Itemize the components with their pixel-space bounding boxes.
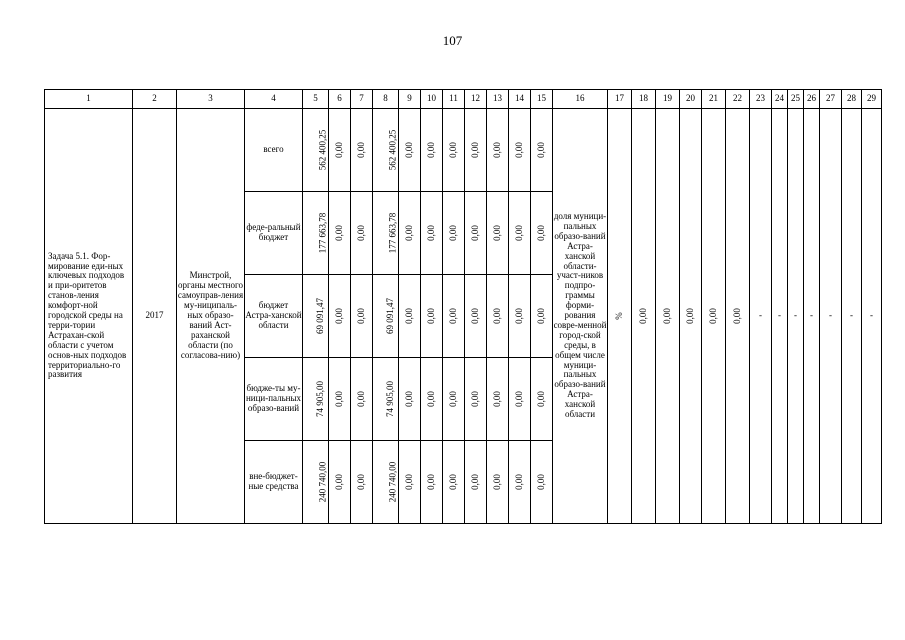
value-cell <box>487 109 509 192</box>
header-cell: 2 <box>133 90 177 109</box>
header-cell: 19 <box>656 90 680 109</box>
header-cell: 17 <box>608 90 632 109</box>
cell-text: 0,00 <box>355 225 366 241</box>
cell-text: - <box>829 310 832 321</box>
cell-text: 0,00 <box>684 308 695 324</box>
source-cell: всего <box>245 109 303 192</box>
value-cell <box>531 109 553 192</box>
task-cell: Задача 5.1. Фор-мирование еди-ных ключевых подходов и при-оритетов станов-ления комфорт-ной городской среды на терри-тории Астрахан-ской области с учетом основ-ных подходов территориально-го развития <box>45 109 133 524</box>
cell-text: 0,00 <box>513 308 524 324</box>
cell-text: 0,00 <box>355 391 366 407</box>
value-cell <box>531 441 553 524</box>
value-cell <box>509 109 531 192</box>
dash-cell <box>862 109 882 524</box>
dash-cell <box>750 109 772 524</box>
indicator-cell: доля муници-пальных образо-ваний Астра-ханской области-участ-ников подпро-граммы форми-рования совре-менной город-ской среды, в общем числе муници-пальных образо-ваний Астра-ханской области <box>553 109 608 524</box>
cell-text: % <box>613 312 624 320</box>
header-cell: 27 <box>820 90 842 109</box>
source-cell: бюджет Астра-ханской области <box>245 275 303 358</box>
dash-cell <box>788 109 804 524</box>
value-cell <box>351 192 373 275</box>
value-cell <box>399 275 421 358</box>
value-cell <box>487 441 509 524</box>
cell-text: 240 740,00 <box>387 461 398 503</box>
value-cell <box>303 441 329 524</box>
value-cell <box>421 109 443 192</box>
cell-text: 0,00 <box>535 391 546 407</box>
value-cell <box>531 192 553 275</box>
cell-text: 0,00 <box>469 225 480 241</box>
cell-text: 0,00 <box>707 308 718 324</box>
cell-text: 74 905,00 <box>315 380 326 417</box>
value-cell <box>329 192 351 275</box>
header-cell: 7 <box>351 90 373 109</box>
cell-text: 0,00 <box>333 225 344 241</box>
value-cell <box>509 358 531 441</box>
value-cell <box>531 275 553 358</box>
header-cell: 13 <box>487 90 509 109</box>
table-row <box>45 109 882 192</box>
header-cell: 3 <box>177 90 245 109</box>
value-cell <box>399 109 421 192</box>
header-cell: 11 <box>443 90 465 109</box>
cell-text: 0,00 <box>535 308 546 324</box>
unit-cell <box>608 109 632 524</box>
executor-cell: Минстрой, органы местного самоуправ-ления му-ниципаль-ных образо-ваний Аст-раханской области (по согласова-нию) <box>177 109 245 524</box>
header-cell: 15 <box>531 90 553 109</box>
value-cell <box>465 192 487 275</box>
cell-text: - <box>794 310 797 321</box>
cell-text: 177 663,78 <box>387 212 398 254</box>
value-cell <box>487 192 509 275</box>
header-cell: 26 <box>804 90 820 109</box>
cell-text: - <box>850 310 853 321</box>
value-cell <box>373 441 399 524</box>
source-cell: феде-ральный бюджет <box>245 192 303 275</box>
value-cell <box>329 358 351 441</box>
value-cell <box>465 358 487 441</box>
value-cell <box>656 109 680 524</box>
header-cell: 8 <box>373 90 399 109</box>
cell-text: 0,00 <box>513 225 524 241</box>
cell-text: 0,00 <box>661 308 672 324</box>
value-cell <box>465 109 487 192</box>
cell-text: 0,00 <box>447 225 458 241</box>
value-cell <box>329 441 351 524</box>
cell-text: 0,00 <box>403 225 414 241</box>
source-cell: бюдже-ты му-ници-пальных образо-ваний <box>245 358 303 441</box>
cell-text: 0,00 <box>425 391 436 407</box>
cell-text: 0,00 <box>403 308 414 324</box>
value-cell <box>421 192 443 275</box>
header-cell: 20 <box>680 90 702 109</box>
year-cell: 2017 <box>133 109 177 524</box>
value-cell <box>303 109 329 192</box>
dash-cell <box>820 109 842 524</box>
cell-text: 0,00 <box>333 474 344 490</box>
value-cell <box>399 192 421 275</box>
cell-text: 240 740,00 <box>317 461 328 503</box>
value-cell <box>373 275 399 358</box>
cell-text: 0,00 <box>425 308 436 324</box>
cell-text: 177 663,78 <box>317 212 328 254</box>
value-cell <box>351 109 373 192</box>
value-cell <box>465 441 487 524</box>
header-cell: 18 <box>632 90 656 109</box>
value-cell <box>373 358 399 441</box>
header-cell: 29 <box>862 90 882 109</box>
cell-text: 0,00 <box>469 391 480 407</box>
header-cell: 16 <box>553 90 608 109</box>
cell-text: 562 400,25 <box>317 129 328 171</box>
cell-text: 0,00 <box>425 474 436 490</box>
header-cell: 21 <box>702 90 726 109</box>
value-cell <box>421 441 443 524</box>
cell-text: 0,00 <box>469 142 480 158</box>
header-cell: 6 <box>329 90 351 109</box>
cell-text: 0,00 <box>447 308 458 324</box>
value-cell <box>399 441 421 524</box>
header-cell: 25 <box>788 90 804 109</box>
header-cell: 5 <box>303 90 329 109</box>
cell-text: - <box>778 310 781 321</box>
header-cell: 9 <box>399 90 421 109</box>
cell-text: 0,00 <box>731 308 742 324</box>
header-cell: 28 <box>842 90 862 109</box>
header-cell: 4 <box>245 90 303 109</box>
value-cell <box>443 109 465 192</box>
value-cell <box>443 275 465 358</box>
value-cell <box>509 192 531 275</box>
value-cell <box>680 109 702 524</box>
cell-text: 0,00 <box>355 474 366 490</box>
cell-text: - <box>870 310 873 321</box>
value-cell <box>399 358 421 441</box>
dash-cell <box>804 109 820 524</box>
cell-text: 0,00 <box>491 142 502 158</box>
value-cell <box>487 275 509 358</box>
value-cell <box>303 192 329 275</box>
value-cell <box>351 441 373 524</box>
value-cell <box>329 109 351 192</box>
value-cell <box>351 275 373 358</box>
value-cell <box>531 358 553 441</box>
cell-text: 0,00 <box>355 308 366 324</box>
value-cell <box>329 275 351 358</box>
value-cell <box>303 358 329 441</box>
header-cell: 23 <box>750 90 772 109</box>
cell-text: - <box>810 310 813 321</box>
cell-text: 0,00 <box>535 142 546 158</box>
value-cell <box>726 109 750 524</box>
cell-text: 0,00 <box>535 225 546 241</box>
cell-text: 0,00 <box>469 474 480 490</box>
page-number: 107 <box>442 33 463 48</box>
cell-text: 0,00 <box>333 142 344 158</box>
value-cell <box>373 109 399 192</box>
source-cell: вне-бюджет-ные средства <box>245 441 303 524</box>
cell-text: 0,00 <box>333 391 344 407</box>
value-cell <box>509 275 531 358</box>
header-row <box>45 90 882 109</box>
value-cell <box>702 109 726 524</box>
cell-text: 0,00 <box>513 474 524 490</box>
cell-text: 562 400,25 <box>387 129 398 171</box>
header-cell: 12 <box>465 90 487 109</box>
cell-text: 0,00 <box>513 142 524 158</box>
cell-text: 0,00 <box>491 308 502 324</box>
cell-text: 0,00 <box>355 142 366 158</box>
cell-text: 0,00 <box>491 474 502 490</box>
value-cell <box>487 358 509 441</box>
cell-text: 69 091,47 <box>385 297 396 334</box>
cell-text: 0,00 <box>403 474 414 490</box>
value-cell <box>509 441 531 524</box>
value-cell <box>443 441 465 524</box>
value-cell <box>443 192 465 275</box>
cell-text: 0,00 <box>469 308 480 324</box>
cell-text: 0,00 <box>425 225 436 241</box>
program-table <box>44 89 882 524</box>
dash-cell <box>842 109 862 524</box>
header-cell: 24 <box>772 90 788 109</box>
value-cell <box>421 358 443 441</box>
cell-text: 0,00 <box>535 474 546 490</box>
cell-text: 0,00 <box>491 391 502 407</box>
value-cell <box>632 109 656 524</box>
cell-text: 0,00 <box>425 142 436 158</box>
cell-text: 0,00 <box>447 474 458 490</box>
cell-text: 0,00 <box>447 142 458 158</box>
cell-text: 0,00 <box>637 308 648 324</box>
value-cell <box>373 192 399 275</box>
value-cell <box>421 275 443 358</box>
value-cell <box>465 275 487 358</box>
header-cell: 14 <box>509 90 531 109</box>
value-cell <box>303 275 329 358</box>
cell-text: 0,00 <box>447 391 458 407</box>
header-cell: 1 <box>45 90 133 109</box>
header-cell: 22 <box>726 90 750 109</box>
cell-text: 0,00 <box>491 225 502 241</box>
cell-text: - <box>759 310 762 321</box>
cell-text: 0,00 <box>403 142 414 158</box>
dash-cell <box>772 109 788 524</box>
cell-text: 74 905,00 <box>385 380 396 417</box>
value-cell <box>443 358 465 441</box>
cell-text: 0,00 <box>403 391 414 407</box>
cell-text: 0,00 <box>333 308 344 324</box>
cell-text: 0,00 <box>513 391 524 407</box>
header-cell: 10 <box>421 90 443 109</box>
cell-text: 69 091,47 <box>315 297 326 334</box>
value-cell <box>351 358 373 441</box>
